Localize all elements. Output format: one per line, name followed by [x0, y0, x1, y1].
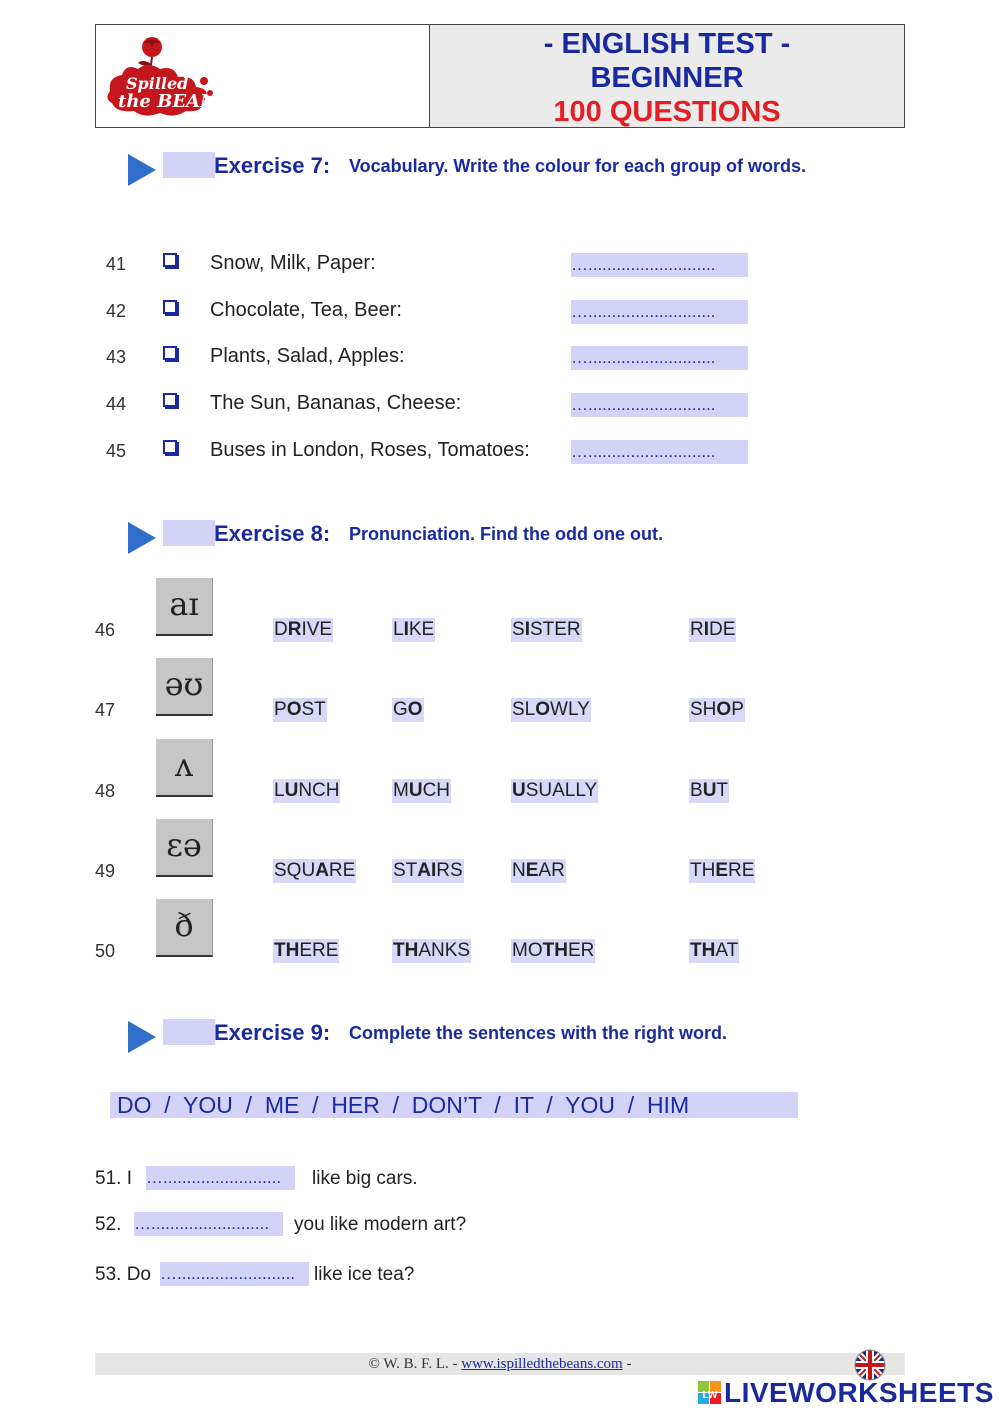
word-part: WLY — [550, 699, 590, 720]
word-part: DE — [709, 619, 736, 640]
logo-panel — [96, 25, 430, 127]
word-part: L — [274, 780, 285, 801]
question-text: Buses in London, Roses, Tomatoes: — [210, 439, 530, 461]
answer-blank[interactable]: …........................... — [571, 346, 748, 370]
answer-blank[interactable]: …........................... — [571, 253, 748, 277]
word-part: MO — [512, 940, 543, 961]
word-part: IVE — [301, 619, 333, 640]
question-number: 43 — [106, 347, 127, 367]
word-stressed-part: AI — [417, 860, 437, 881]
phonetic-symbol: ɛə — [156, 819, 213, 877]
answer-word[interactable] — [511, 618, 582, 642]
answer-word[interactable] — [511, 859, 566, 883]
answer-word[interactable] — [273, 939, 339, 963]
word-stressed-part: R — [287, 619, 302, 640]
word-part: N — [512, 860, 526, 881]
exercise-8-band — [163, 520, 215, 546]
answer-word[interactable] — [392, 618, 435, 642]
exercise-8-title: Exercise 8: — [214, 521, 331, 546]
word-part: ER — [567, 940, 595, 961]
word-part: TH — [690, 860, 716, 881]
word-part: CH — [422, 780, 451, 801]
liveworksheets-brand — [724, 1377, 994, 1409]
word-part: R — [690, 619, 704, 640]
sentence-suffix: like big cars. — [312, 1168, 418, 1189]
word-part: D — [274, 619, 288, 640]
question-number: 44 — [106, 394, 127, 414]
word-part: AT — [715, 940, 739, 961]
brand-prefix: LIVE — [724, 1377, 789, 1408]
word-part: KE — [408, 619, 435, 640]
checkbox-icon[interactable] — [163, 253, 177, 267]
word-stressed-part: O — [286, 699, 302, 720]
badge-letters: LW — [702, 1390, 718, 1401]
footer-bar — [95, 1353, 905, 1375]
word-bank: DO / YOU / ME / HER / DON’T / IT / YOU / HIM — [110, 1092, 798, 1118]
answer-word[interactable] — [273, 779, 340, 803]
word-part: P — [274, 699, 287, 720]
word-part: SH — [690, 699, 717, 720]
level-title: BEGINNER — [590, 62, 744, 94]
exercise-7-title: Exercise 7: — [214, 153, 331, 178]
word-part: M — [393, 780, 409, 801]
answer-word[interactable] — [689, 779, 729, 803]
word-part: RE — [728, 860, 755, 881]
row-number: 48 — [95, 781, 116, 801]
word-stressed-part: I — [524, 619, 530, 640]
question-count-title: 100 QUESTIONS — [553, 96, 781, 128]
word-part: STER — [529, 619, 581, 640]
question-text: Snow, Milk, Paper: — [210, 252, 376, 274]
answer-word[interactable] — [689, 939, 739, 963]
word-part: RS — [436, 860, 463, 881]
word-stressed-part: TH — [690, 940, 716, 961]
word-part: G — [393, 699, 408, 720]
phonetic-symbol: ʌ — [156, 739, 213, 797]
test-title: - ENGLISH TEST - — [543, 28, 791, 60]
word-part: NCH — [298, 780, 340, 801]
answer-blank[interactable]: …........................... — [571, 440, 748, 464]
copyright-text: © W. B. F. L. - — [368, 1356, 458, 1372]
answer-word[interactable] — [689, 859, 755, 883]
checkbox-icon[interactable] — [163, 393, 177, 407]
exercise-9-arrow-icon — [128, 1021, 156, 1053]
word-part: SL — [512, 699, 536, 720]
word-part: ANKS — [418, 940, 471, 961]
answer-blank[interactable]: …........................... — [571, 393, 748, 417]
word-stressed-part: O — [407, 699, 423, 720]
answer-word[interactable] — [511, 779, 598, 803]
question-text: Chocolate, Tea, Beer: — [210, 299, 402, 321]
sentence-suffix: like ice tea? — [314, 1264, 415, 1285]
checkbox-icon[interactable] — [163, 440, 177, 454]
answer-word[interactable] — [392, 939, 471, 963]
exercise-8-arrow-icon — [128, 522, 156, 554]
question-number: 41 — [106, 254, 127, 274]
word-part: P — [731, 699, 744, 720]
row-number: 49 — [95, 861, 116, 881]
brand-suffix: WORKSHEETS — [788, 1377, 994, 1408]
phonetic-symbol: aɪ — [156, 578, 213, 636]
footer-trail: - — [626, 1356, 632, 1372]
word-part: ST — [301, 699, 326, 720]
sentence-blank[interactable]: …......................... — [134, 1212, 283, 1236]
word-stressed-part: O — [716, 699, 732, 720]
row-number: 50 — [95, 941, 116, 961]
word-part: RE — [328, 860, 356, 881]
sentence-prefix: 53. Do — [95, 1264, 151, 1285]
word-stressed-part: TH — [393, 940, 419, 961]
sentence-blank[interactable]: …......................... — [160, 1262, 309, 1286]
answer-word[interactable] — [392, 779, 451, 803]
checkbox-icon[interactable] — [163, 346, 177, 360]
word-stressed-part: E — [525, 860, 539, 881]
exercise-9-title: Exercise 9: — [214, 1020, 331, 1045]
sentence-blank[interactable]: …......................... — [146, 1166, 295, 1190]
title-panel — [430, 25, 904, 127]
exercise-8-description: Pronunciation. Find the odd one out. — [349, 524, 663, 544]
website-link[interactable]: www.ispilledthebeans.com — [461, 1356, 623, 1372]
sentence-prefix: 52. — [95, 1214, 122, 1235]
word-stressed-part: TH — [542, 940, 568, 961]
answer-word[interactable] — [392, 698, 424, 722]
phonetic-symbol: əʊ — [156, 658, 213, 716]
question-number: 42 — [106, 301, 127, 321]
answer-blank[interactable]: …........................... — [571, 300, 748, 324]
word-stressed-part: TH — [274, 940, 300, 961]
answer-word[interactable] — [511, 939, 595, 963]
answer-word[interactable] — [273, 698, 327, 722]
question-text: The Sun, Bananas, Cheese: — [210, 392, 462, 414]
answer-word[interactable] — [392, 859, 464, 883]
spilled-beans-logo-icon — [104, 33, 230, 117]
svg-text:Spilled: Spilled — [126, 74, 189, 93]
word-part: B — [690, 780, 703, 801]
question-text: Plants, Salad, Apples: — [210, 345, 405, 367]
word-part: L — [393, 619, 404, 640]
exercise-9-band — [163, 1019, 215, 1045]
word-part: S — [512, 619, 525, 640]
liveworksheets-badge-icon — [698, 1381, 722, 1405]
sentence-suffix: you like modern art? — [294, 1214, 467, 1235]
word-stressed-part: O — [535, 699, 551, 720]
row-number: 46 — [95, 620, 116, 640]
word-stressed-part: U — [408, 780, 423, 801]
word-stressed-part: I — [703, 619, 710, 640]
phonetic-symbol: ð — [156, 899, 213, 957]
word-stressed-part: I — [403, 619, 409, 640]
word-part: T — [716, 780, 729, 801]
answer-word[interactable] — [511, 698, 591, 722]
exercise-7-description: Vocabulary. Write the colour for each group of words. — [349, 156, 807, 176]
sentence-prefix: 51. I — [95, 1168, 132, 1189]
word-stressed-part: U — [284, 780, 299, 801]
checkbox-icon[interactable] — [163, 300, 177, 314]
exercise-9-description: Complete the sentences with the right word. — [349, 1023, 728, 1043]
header — [95, 24, 905, 128]
word-part: SUALLY — [525, 780, 598, 801]
answer-word[interactable] — [689, 698, 745, 722]
answer-word[interactable] — [273, 618, 333, 642]
answer-word[interactable] — [273, 859, 356, 883]
question-number: 45 — [106, 441, 127, 461]
answer-word[interactable] — [689, 618, 736, 642]
word-stressed-part: E — [715, 860, 729, 881]
word-part: ST — [393, 860, 418, 881]
word-part: ERE — [299, 940, 339, 961]
word-part: AR — [538, 860, 565, 881]
word-stressed-part: A — [315, 860, 329, 881]
word-stressed-part: U — [702, 780, 717, 801]
word-stressed-part: U — [512, 780, 526, 801]
exercise-7-band — [163, 152, 215, 178]
svg-text:the BEANS: the BEANS — [118, 91, 230, 112]
exercise-7-arrow-icon — [128, 154, 156, 186]
word-part: SQU — [274, 860, 316, 881]
row-number: 47 — [95, 700, 116, 720]
